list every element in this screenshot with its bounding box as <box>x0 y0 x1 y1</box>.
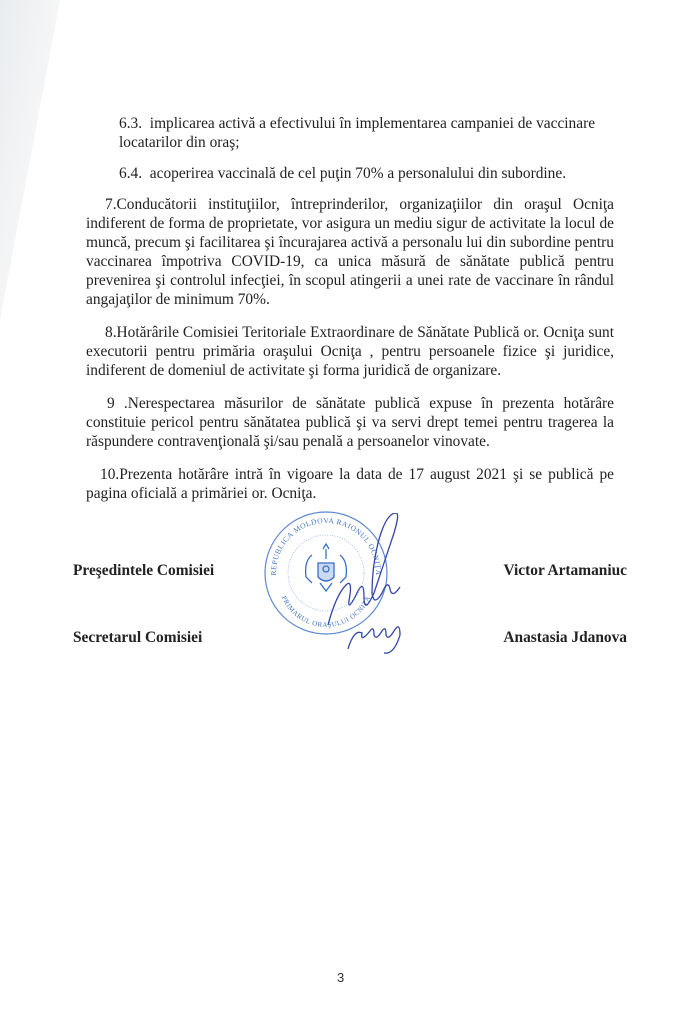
item-6-3 <box>86 114 614 152</box>
president-role: Preşedintele Comisiei <box>73 561 218 580</box>
item-number: 7. <box>105 196 117 213</box>
item-number: 6.4. <box>119 165 143 182</box>
item-number: 10. <box>100 466 120 483</box>
item-number: 6.3. <box>119 115 143 132</box>
stamp-inner-text: PRIMARUL ORAŞULUI OCNIŢA <box>279 594 373 630</box>
item-8 <box>86 323 614 380</box>
secretary-role: Secretarul Comisiei <box>73 628 206 647</box>
item-number: 8. <box>105 324 117 341</box>
item-text: implicarea activă a efectivului în implementarea campaniei de vaccinare locatarilor din oraş; <box>119 115 596 151</box>
item-text: Nerespectarea măsurilor de sănătate publică expuse în prezenta hotărâre constituie pericol pentru sănătatea publică şi va servi drept temei pentru tragerea la răspundere contravenţională şi/sau penală a persoanelor vinovate. <box>86 395 614 450</box>
scan-shadow <box>0 0 60 320</box>
item-number: 9 . <box>107 395 128 412</box>
item-6-4 <box>86 164 614 183</box>
item-text: acoperirea vaccinală de cel puţin 70% a personalului din subordine. <box>149 165 567 182</box>
president-row <box>73 561 627 580</box>
president-name: Victor Artamaniuc <box>499 561 627 580</box>
item-7 <box>86 195 614 309</box>
item-text: Conducătorii instituţiilor, întreprinderilor, organizaţiilor din oraşul Ocniţa indiferent de forma de proprietate, vor asigura un mediu sigur de activitate la locul de muncă, precum şi facilitarea şi încurajarea activă a personalu lui din subordine pentru vaccinarea împotriva COVID-19, ca unica măsură de sănătate publică pentru prevenirea şi controlul infecţiei, în scopul atingerii a unei rate de vaccinare în rândul angajaţilor de minimum 70%. <box>86 196 614 308</box>
document-body <box>73 114 627 659</box>
stamp-outer-text: REPUBLICA MOLDOVA RAIONUL OCNIŢA <box>268 515 384 576</box>
item-text: Hotărârile Comisiei Teritoriale Extraordinare de Sănătate Publică or. Ocniţa sunt executorii pentru primăria oraşului Ocniţa , pentru persoanele fizice şi juridice, indiferent de domeniul de activitate şi forma juridică de organizare. <box>86 324 614 379</box>
signature-block <box>73 509 627 659</box>
secretary-row <box>73 628 627 647</box>
item-10 <box>86 465 614 503</box>
secretary-name: Anastasia Jdanova <box>499 628 627 647</box>
item-text: Prezenta hotărâre intră în vigoare la data de 17 august 2021 şi se publică pe pagina oficială a primăriei or. Ocniţa. <box>86 466 614 502</box>
page-number: 3 <box>337 970 345 985</box>
item-9 <box>86 394 614 451</box>
